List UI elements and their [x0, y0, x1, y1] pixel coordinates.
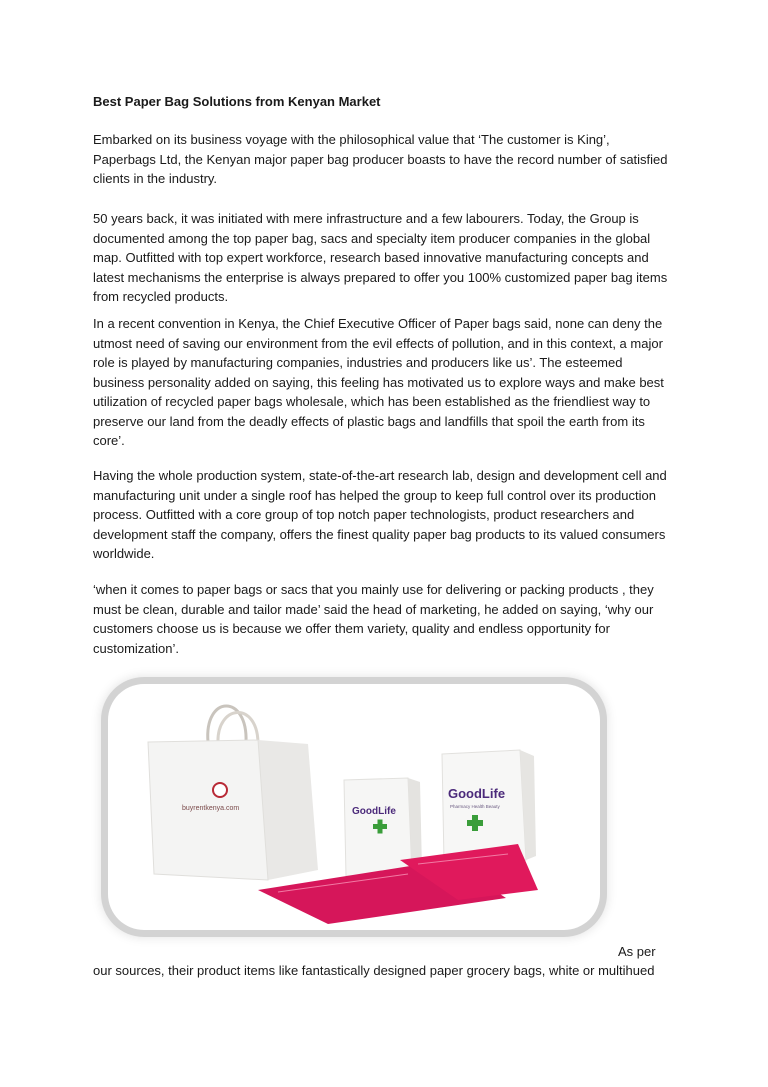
paper-bags-illustration	[108, 684, 600, 930]
white-shopping-bag	[148, 706, 318, 880]
paragraph-2: 50 years back, it was initiated with mere infrastructure and a few labourers. Today, the Group is documented among the top paper bag, sacs and specialty item producer companies in the global map. Outfitted with top expert workforce, research based innovative manufacturing concepts and latest mechanisms the enterprise is always prepared to offer you 100% customized paper bag items from recycled products.	[93, 211, 668, 304]
paper-bags-photo	[108, 684, 600, 930]
paragraph-1: Embarked on its business voyage with the philosophical value that ‘The customer is King’, Paperbags Ltd, the Kenyan major paper bag producer boasts to have the record number of satisfied clients in the industry.	[93, 132, 668, 186]
heart-logo-icon	[213, 783, 227, 797]
document-title: Best Paper Bag Solutions from Kenyan Market	[93, 94, 381, 109]
trailing-text-line: our sources, their product items like fantastically designed paper grocery bags, white or multihued	[93, 963, 655, 978]
goodlife-large-bag	[442, 750, 536, 862]
trailing-text-right: As per	[618, 944, 656, 959]
bag3-brand: GoodLife	[448, 786, 506, 801]
paragraph-4: Having the whole production system, state-of-the-art research lab, design and development cell and manufacturing unit under a single roof has helped the group to keep full control over its production process. Outfitted with a core group of top notch paper technologists, product researchers and development staff the company, offers the finest quality paper bag products to its valued consumers worldwide.	[93, 468, 667, 561]
bag2-brand: GoodLife	[352, 806, 396, 817]
paragraph-5: ‘when it comes to paper bags or sacs that you mainly use for delivering or packing products , they must be clean, durable and tailor made’ said the head of marketing, he added on saying, ‘why our customers choose us is because we offer them variety, quality and endless opportunity for customization’.	[93, 582, 654, 656]
bag3-subtitle: Pharmacy Health Beauty	[450, 804, 500, 809]
bag1-brand: buyrentkenya.com	[182, 805, 240, 812]
paragraph-3: In a recent convention in Kenya, the Chief Executive Officer of Paper bags said, none can deny the utmost need of saving our environment from the evil effects of pollution, and in this context, a major role is played by manufacturing companies, industries and producers like us’. The esteemed business personality added on saying, this feeling has motivated us to explore ways and make best utilization of recycled paper bags wholesale, which has been established as the friendliest way to preserve our land from the deadly effects of plastic bags and landfills that spoil the earth from its core’.	[93, 316, 664, 448]
